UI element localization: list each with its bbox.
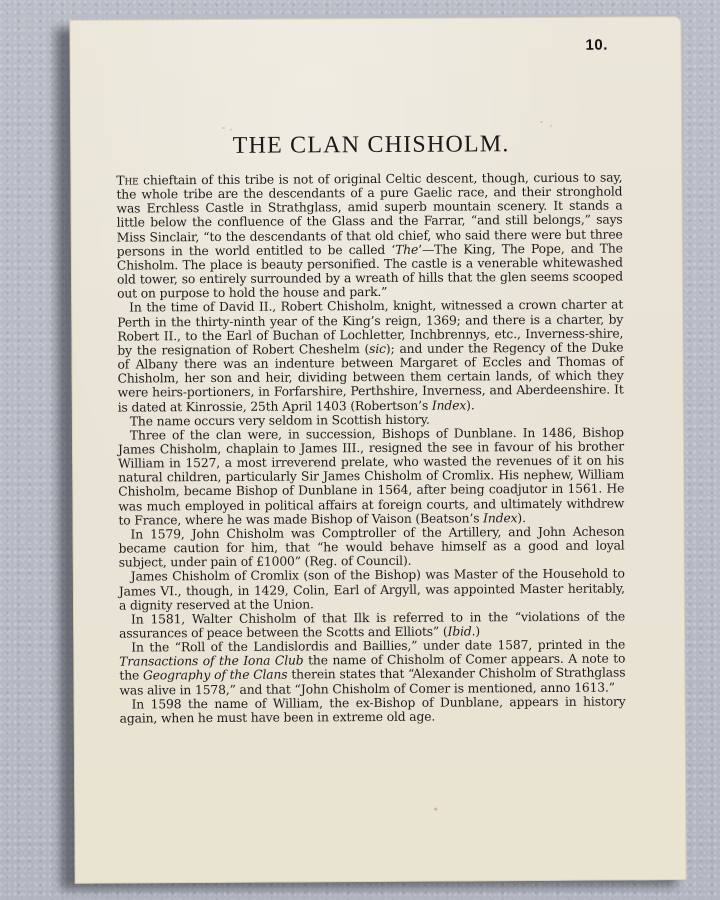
paper-fleck <box>550 125 552 127</box>
italic-text: Geography of the Clans <box>142 668 288 683</box>
paragraph-text: ). <box>466 397 475 412</box>
paragraph-5 <box>118 524 624 570</box>
paragraph-text: ); and under the Regency of the Duke of Albany there was an indenture between Margaret of Eccles and Thomas of Chisholm, her son and heir, dividing between them certain lands, of which they were heirs-portioners, in Forfarshire, Perthshire, Inverness, and Aberdeenshire. It is dated at Kinrossie, 25th April 1403 (Robertson’s <box>117 340 624 415</box>
paper-fleck <box>222 127 225 129</box>
paragraph-text: The name occurs very seldom in Scottish history. <box>129 412 430 429</box>
paragraph-1 <box>116 171 623 301</box>
paragraph-text: the name of Chisholm of Comer appears. A note to the <box>119 651 626 684</box>
page-number: 10. <box>585 36 608 54</box>
paragraph-text: ’—The King, The Pope, and The Chisholm. The place is beauty personified. The castle is a venerable whitewashed old tower, so entirely surrounded by a wreath of hills that the glen seems scooped out on purpose to hold the house and park.” <box>116 241 623 301</box>
paragraph-text: In 1581, Walter Chisholm of that Ilk is referred to in the “violations of the assurances of peace between the Scotts and Elliots” ( <box>119 609 626 641</box>
paragraph-4 <box>118 425 625 527</box>
paragraph-text: therein states that “Alexander Chisholm of Strathglass was alive in 1578,” and that “John Chisholm of Comer is mentioned, anno 1613.” <box>119 665 626 698</box>
italic-text: The <box>395 242 419 257</box>
article-body <box>116 171 625 726</box>
paragraph-text: chieftain of this tribe is not of original Celtic descent, though, curious to say, the whole tribe are the descendants of a pure Gaelic race, and their stronghold was Erchless Castle in Strathglass, amid superb mountain scenery. It stands a little below the confluence of the Glass and the Farrar, “and still belongs,” says Miss Sinclair, “to the descendants of that old chief, who said there were but three persons in the world entitled to be called ‘ <box>116 170 623 259</box>
lead-word: The <box>116 173 139 188</box>
italic-text: Transactions of the Iona Club <box>119 653 304 669</box>
italic-text: Index <box>431 397 467 413</box>
page-title: THE CLAN CHISHOLM. <box>232 131 510 159</box>
paragraph-text: Three of the clan were, in succession, Bishops of Dunblane. In 1486, Bishop James Chisholm, chaplain to James III., resigned the see in favour of his brother William in 1527, a most irreverend prelate, who wasted the revenues of it on his natural children, particularly Sir James Chisholm of Cromlix. His nephew, William Chisholm, became Bishop of Dunblane in 1564, after being coadjutor in 1561. He was much employed in political affairs at foreign courts, and ultimately withdrew to France, where he was made Bishop of Vaison (Beatson’s <box>117 425 625 528</box>
paragraph-6 <box>119 567 625 613</box>
paragraph-2 <box>117 298 624 414</box>
paragraph-8 <box>119 638 625 698</box>
paragraph-text: ) <box>475 624 481 639</box>
paragraph-text: In the time of David II., Robert Chisholm, knight, witnessed a crown charter at Perth in the thirty-ninth year of the King’s reign, 1369; and there is a charter, by Robert II., to the Earl of Buchan of Lochletter, Inchbrennys, etc., Inverness-shire, by the resignation of Robert Cheshelm ( <box>117 297 624 358</box>
italic-text: sic <box>369 341 386 356</box>
document-page <box>69 16 686 884</box>
paper-fleck <box>230 129 232 131</box>
paragraph-text: In 1579, John Chisholm was Comptroller of the Artillery, and John Acheson became caution for him, that “he would behave himself as a good and loyal subject, under pain of £1000” (Reg. of Council). <box>118 524 625 570</box>
italic-text: Index <box>483 510 518 526</box>
paragraph-9 <box>120 694 626 725</box>
paragraph-text: In 1598 the name of William, the ex-Bishop of Dunblane, appears in history again, when he must have been in extreme old age. <box>119 694 626 726</box>
paper-fleck <box>540 121 543 123</box>
paragraph-text: ). <box>517 510 526 525</box>
paragraph-text: James Chisholm of Cromlix (son of the Bishop) was Master of the Household to James VI., though, in 1429, Colin, Earl of Argyll, was appointed Master heritably, a dignity reserved at the Union. <box>118 566 625 613</box>
italic-text: Ibid. <box>447 624 476 639</box>
paragraph-7 <box>119 609 625 640</box>
paper-fleck <box>434 808 437 811</box>
paragraph-text: In the “Roll of the Landislordis and Baillies,” under date 1587, printed in the <box>131 637 626 655</box>
